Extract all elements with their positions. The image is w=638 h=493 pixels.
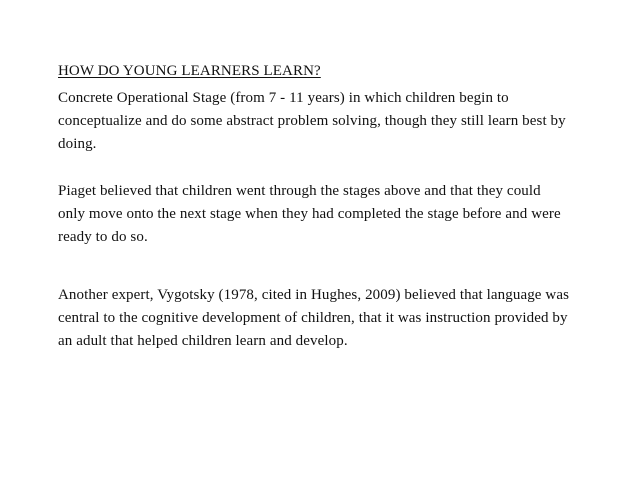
paragraph-line: only move onto the next stage when they had completed the stage before and were: [58, 206, 561, 222]
document-body: [58, 60, 588, 353]
paragraph-line: central to the cognitive development of children, that it was instruction provided by: [58, 310, 568, 326]
paragraph-concrete-operational: [58, 87, 588, 156]
document-heading: HOW DO YOUNG LEARNERS LEARN?: [58, 63, 321, 79]
paragraph-spacer: [58, 249, 588, 284]
paragraph-line: conceptualize and do some abstract problem solving, though they still learn best by: [58, 113, 566, 129]
paragraph-line: an adult that helped children learn and develop.: [58, 333, 348, 349]
paragraph-line: ready to do so.: [58, 229, 148, 245]
paragraph-vygotsky: [58, 284, 588, 353]
paragraph-line: Concrete Operational Stage (from 7 - 11 years) in which children begin to: [58, 90, 509, 106]
paragraph-spacer: [58, 156, 588, 180]
paragraph-line: Piaget believed that children went through the stages above and that they could: [58, 183, 541, 199]
paragraph-line: Another expert, Vygotsky (1978, cited in Hughes, 2009) believed that language was: [58, 287, 570, 303]
paragraph-line: doing.: [58, 136, 97, 152]
paragraph-piaget: [58, 180, 588, 249]
